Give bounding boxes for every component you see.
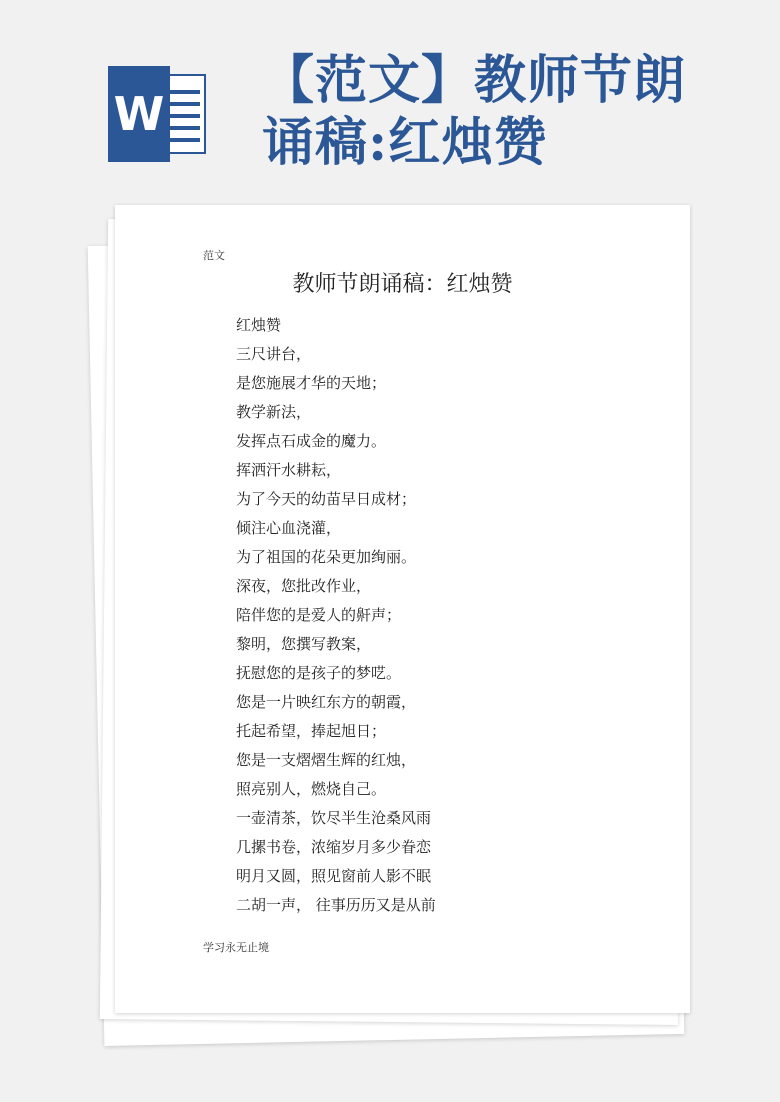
banner-title-line-1: 【范文】教师节朗 xyxy=(262,50,687,111)
poem-line: 二胡一声， 往事历历又是从前 xyxy=(236,896,436,914)
poem-line: 照亮别人，燃烧自己。 xyxy=(236,780,387,798)
poem-line: 托起希望，捧起旭日； xyxy=(236,722,387,740)
banner-title-line-2: 诵稿:红烛赞 xyxy=(262,112,548,173)
poem-line: 是您施展才华的天地； xyxy=(236,374,387,392)
word-logo-icon xyxy=(108,66,208,162)
poem-line: 抚慰您的是孩子的梦呓。 xyxy=(236,664,402,682)
poem-line: 挥洒汗水耕耘， xyxy=(236,461,342,479)
poem-line: 三尺讲台， xyxy=(236,345,312,363)
poem-line: 几摞书卷，浓缩岁月多少眷恋 xyxy=(236,838,432,856)
poem-line: 发挥点石成金的魔力。 xyxy=(236,432,387,450)
poem-lines xyxy=(236,311,436,920)
document-page xyxy=(115,205,690,1013)
poem-line: 陪伴您的是爱人的鼾声； xyxy=(236,606,402,624)
page-footer: 学习永无止境 xyxy=(203,941,269,954)
document-title: 教师节朗诵稿：红烛赞 xyxy=(292,272,513,297)
banner-title xyxy=(262,50,742,174)
poem-line: 您是一支熠熠生辉的红烛， xyxy=(236,751,417,769)
poem-line: 深夜，您批改作业， xyxy=(236,577,372,595)
poem-line: 红烛赞 xyxy=(236,316,282,334)
poem-line: 倾注心血浇灌， xyxy=(236,519,342,537)
poem-line: 为了祖国的花朵更加绚丽。 xyxy=(236,548,417,566)
word-w-letter: W xyxy=(108,66,170,162)
poem-line: 您是一片映红东方的朝霞， xyxy=(236,693,417,711)
page-header: 范文 xyxy=(203,249,225,262)
poem-line: 一壶清茶，饮尽半生沧桑风雨 xyxy=(236,809,432,827)
poem-line: 明月又圆，照见窗前人影不眠 xyxy=(236,867,432,885)
poem-line: 黎明，您撰写教案， xyxy=(236,635,372,653)
poem-line: 为了今天的幼苗早日成材； xyxy=(236,490,417,508)
poem-line: 教学新法， xyxy=(236,403,312,421)
